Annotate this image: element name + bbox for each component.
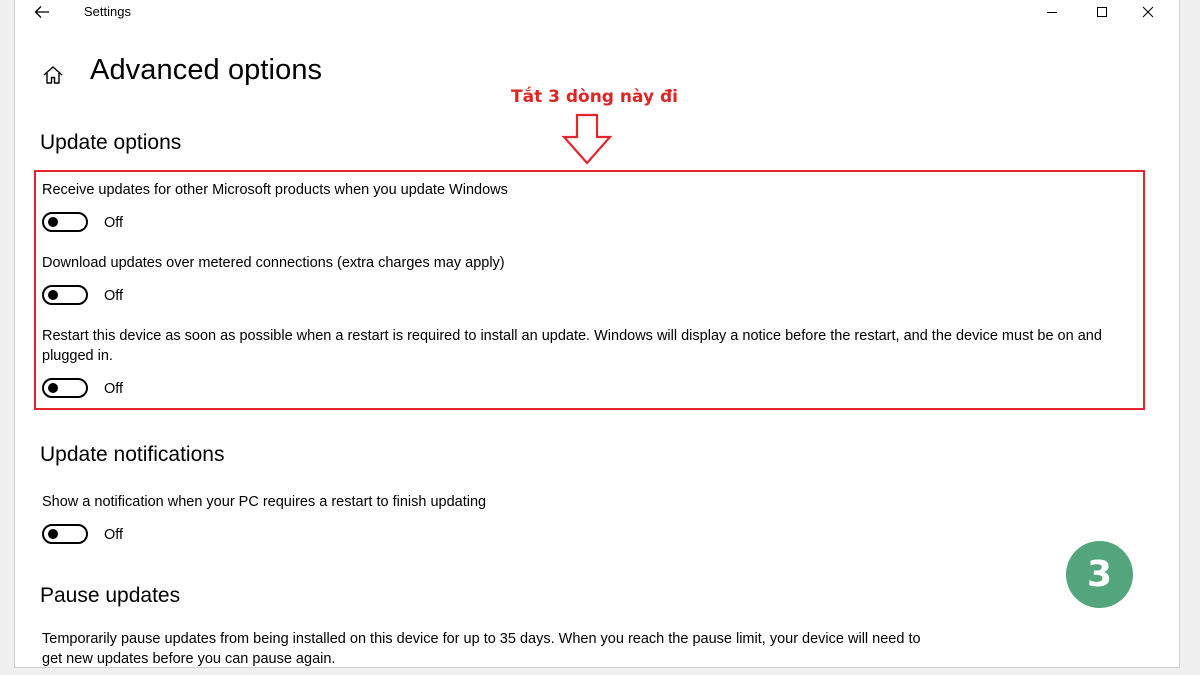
setting-label-restart-notification: Show a notification when your PC requires a restart to finish updating	[42, 494, 487, 510]
toggle-knob	[48, 290, 58, 300]
minimize-button[interactable]	[1029, 0, 1075, 24]
home-icon	[41, 63, 65, 87]
toggle-state-restart-notification: Off	[104, 527, 124, 543]
settings-window	[14, 0, 1180, 668]
down-arrow-icon	[561, 113, 613, 165]
toggle-metered-connections[interactable]	[42, 285, 88, 305]
setting-label-restart-device: Restart this device as soon as possible when a restart is required to install an update. Windows will display a notice before the restart, and the device must be on and plugged in.	[42, 328, 1102, 364]
toggle-knob	[48, 383, 58, 393]
close-icon	[1142, 6, 1154, 18]
close-button[interactable]	[1125, 0, 1171, 24]
pause-updates-description: Temporarily pause updates from being installed on this device for up to 35 days. When you reach the pause limit, your device will need to get new updates before you can pause again.	[42, 631, 921, 667]
toggle-state-metered-connections: Off	[104, 288, 124, 304]
annotation-text: Tắt 3 dòng này đi	[511, 87, 678, 107]
toggle-knob	[48, 529, 58, 539]
page-title: Advanced options	[90, 54, 323, 86]
toggle-state-receive-updates: Off	[104, 215, 124, 231]
title-bar	[15, 0, 1179, 26]
maximize-icon	[1096, 6, 1108, 18]
toggle-restart-device[interactable]	[42, 378, 88, 398]
setting-label-receive-updates: Receive updates for other Microsoft products when you update Windows	[42, 182, 508, 198]
update-options-heading: Update options	[40, 131, 182, 154]
minimize-icon	[1046, 6, 1058, 18]
app-title: Settings	[84, 4, 131, 19]
toggle-restart-notification[interactable]	[42, 524, 88, 544]
home-button[interactable]	[41, 63, 65, 87]
setting-label-metered-connections: Download updates over metered connections (extra charges may apply)	[42, 255, 505, 271]
step-badge: 3	[1066, 541, 1133, 608]
toggle-receive-updates[interactable]	[42, 212, 88, 232]
toggle-knob	[48, 217, 58, 227]
highlight-box	[34, 170, 1145, 410]
update-notifications-heading: Update notifications	[40, 443, 225, 466]
pause-updates-heading: Pause updates	[40, 584, 181, 607]
back-button[interactable]	[29, 0, 55, 24]
maximize-button[interactable]	[1079, 0, 1125, 24]
back-arrow-icon	[34, 5, 50, 19]
toggle-state-restart-device: Off	[104, 381, 124, 397]
